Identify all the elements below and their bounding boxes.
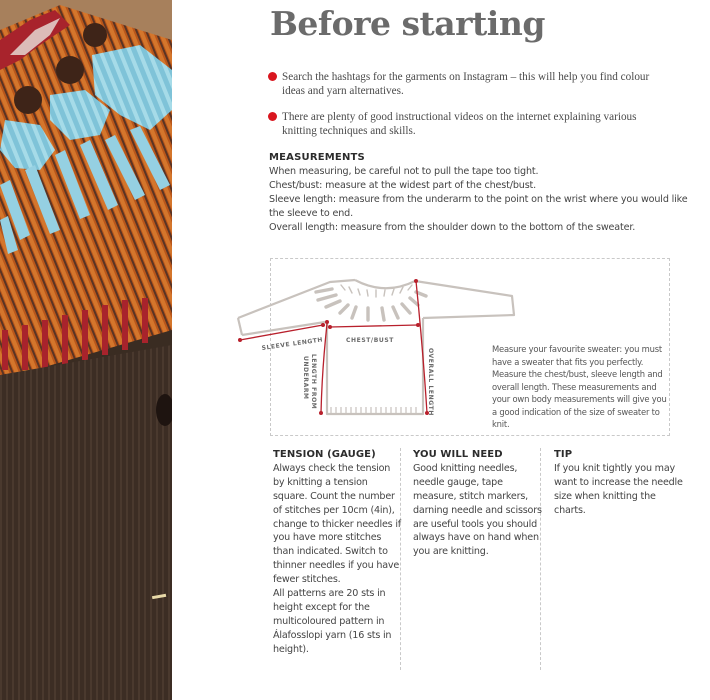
measurements-line: Chest/bust: measure at the widest part of the chest/bust. xyxy=(269,179,537,191)
tension-gauge-column xyxy=(273,448,403,670)
tension-body: Always check the tension by knitting a tension square. Count the number of stitches per 10cm (4in), change to thicker needles if you have more stitches than indicated. Switch to thinner needles if you have fewer stitches. xyxy=(273,462,401,586)
tip-heading: TIP xyxy=(554,449,573,460)
measurements-section xyxy=(269,151,689,234)
knitted-yoke-image xyxy=(0,0,172,700)
you-will-need-column xyxy=(413,448,543,670)
tip-column xyxy=(554,448,684,670)
overall-length-label: OVERALL LENGTH xyxy=(427,348,434,416)
bullet-item xyxy=(268,70,668,98)
tension-body-note: All patterns are 20 sts in height except for the multicoloured pattern in Álafosslopi yarn (16 sts in height). xyxy=(273,588,392,655)
length-from-label: LENGTH FROM xyxy=(310,354,317,410)
overall-length-line xyxy=(416,281,427,413)
measurements-line: When measuring, be careful not to pull the tape too tight. xyxy=(269,165,539,177)
page-title: Before starting xyxy=(270,4,545,43)
info-columns xyxy=(270,448,690,670)
measurements-line: Sleeve length: measure from the underarm to the point on the wrist where you would like the sleeve to end. xyxy=(269,193,688,219)
measurements-line: Overall length: measure from the shoulder down to the bottom of the sweater. xyxy=(269,221,636,233)
bullet-text: Search the hashtags for the garments on Instagram – this will help you find colour ideas and yarn alternatives. xyxy=(282,71,650,97)
bullet-text: There are plenty of good instructional videos on the internet explaining various knitting techniques and skills. xyxy=(282,111,637,137)
tips-bullet-list xyxy=(268,70,668,150)
bullet-item xyxy=(268,110,668,138)
chest-bust-label: CHEST/BUST xyxy=(346,337,394,344)
you-will-need-heading: YOU WILL NEED xyxy=(413,449,503,460)
red-bullet-icon xyxy=(268,112,277,121)
red-bullet-icon xyxy=(268,72,277,81)
tip-body: If you knit tightly you may want to increase the needle size when knitting the charts. xyxy=(554,462,683,516)
tension-heading: TENSION (GAUGE) xyxy=(273,449,376,460)
underarm-label: UNDERARM xyxy=(302,356,309,400)
sleeve-length-label: SLEEVE LENGTH xyxy=(261,336,324,352)
diagram-caption: Measure your favourite sweater: you must have a sweater that fits you perfectly. Measure the chest/bust, sleeve length and overall length. These measurements and your own body measurements will give you a good indication of the size of sweater to knit. xyxy=(492,344,667,429)
measurements-heading: MEASUREMENTS xyxy=(269,152,365,163)
chest-bust-line xyxy=(330,325,418,327)
sweater-photo xyxy=(0,0,172,700)
you-will-need-body: Good knitting needles, needle gauge, tape measure, stitch markers, darning needle and scissors are useful tools you should always have on hand when you are knitting. xyxy=(413,462,542,558)
